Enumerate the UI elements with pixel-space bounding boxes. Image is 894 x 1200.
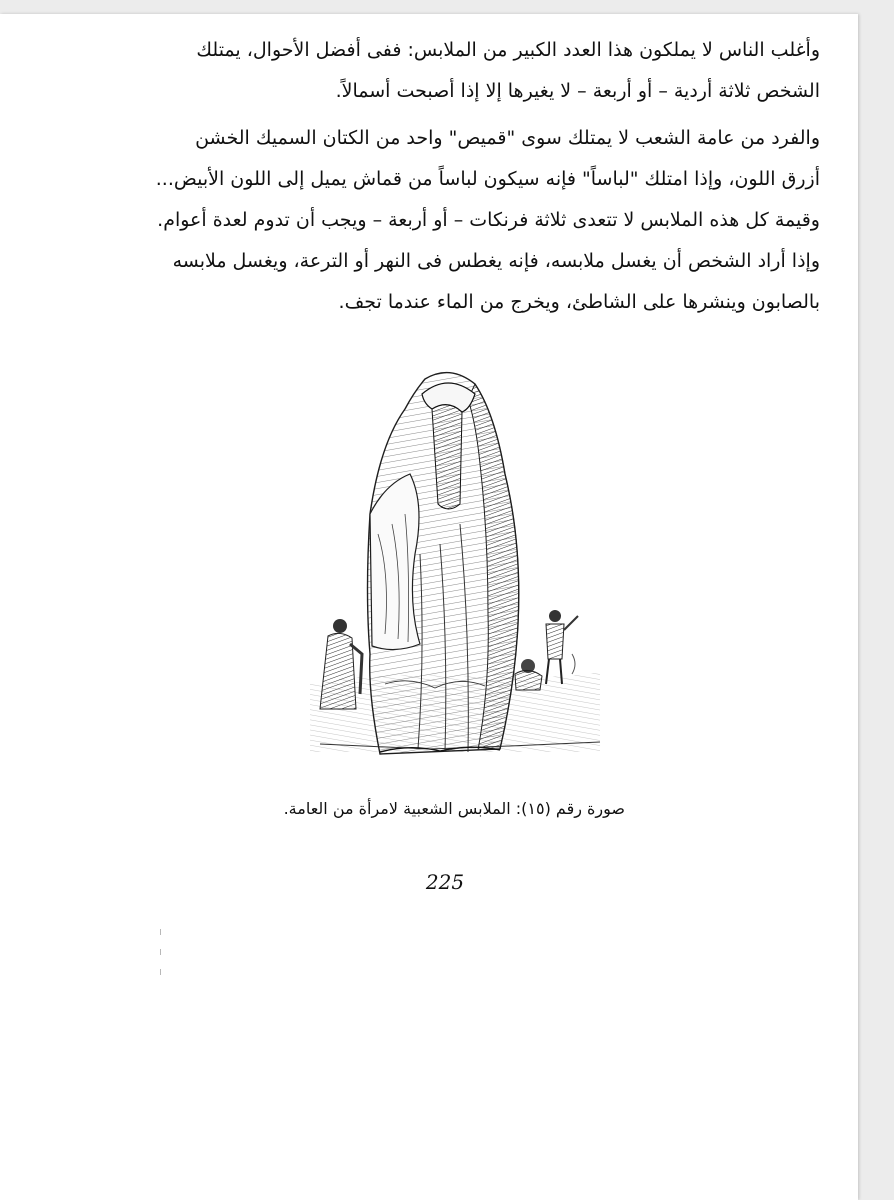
figure-illustration — [310, 354, 610, 759]
background-figure-left — [320, 619, 362, 709]
veiled-woman-engraving — [310, 354, 610, 759]
paragraph-line: أزرق اللون، وإذا امتلك "لباساً" فإنه سيكون لباساً من قماش يميل إلى اللون الأبيض... — [155, 168, 820, 190]
scan-artifact — [160, 929, 161, 935]
paragraph-line: بالصابون وينشرها على الشاطئ، ويخرج من الماء عندما تجف. — [338, 291, 820, 313]
scan-artifact — [160, 969, 161, 975]
scan-artifact — [160, 949, 161, 955]
paragraph-line: والفرد من عامة الشعب لا يمتلك سوى "قميص" واحد من الكتان السميك الخشن — [195, 127, 820, 149]
page-number: 225 — [425, 870, 465, 894]
paragraph-line: الشخص ثلاثة أردية – أو أربعة – لا يغيرها إلا إذا أصبحت أسمالاً. — [335, 80, 820, 102]
figure-caption: صورة رقم (١٥): الملابس الشعبية لامرأة من العامة. — [283, 799, 625, 818]
paragraph-line: وإذا أراد الشخص أن يغسل ملابسه، فإنه يغطس فى النهر أو الترعة، ويغسل ملابسه — [172, 250, 820, 272]
paragraph-line: وأغلب الناس لا يملكون هذا العدد الكبير من الملابس: ففى أفضل الأحوال، يمتلك — [196, 39, 820, 61]
paragraph-1 — [100, 30, 820, 112]
paragraph-line: وقيمة كل هذه الملابس لا تتعدى ثلاثة فرنكات – أو أربعة – ويجب أن تدوم لعدة أعوام. — [157, 209, 820, 231]
document-page — [0, 14, 858, 1200]
paragraph-2 — [100, 118, 820, 323]
veiled-woman-figure — [368, 373, 519, 754]
